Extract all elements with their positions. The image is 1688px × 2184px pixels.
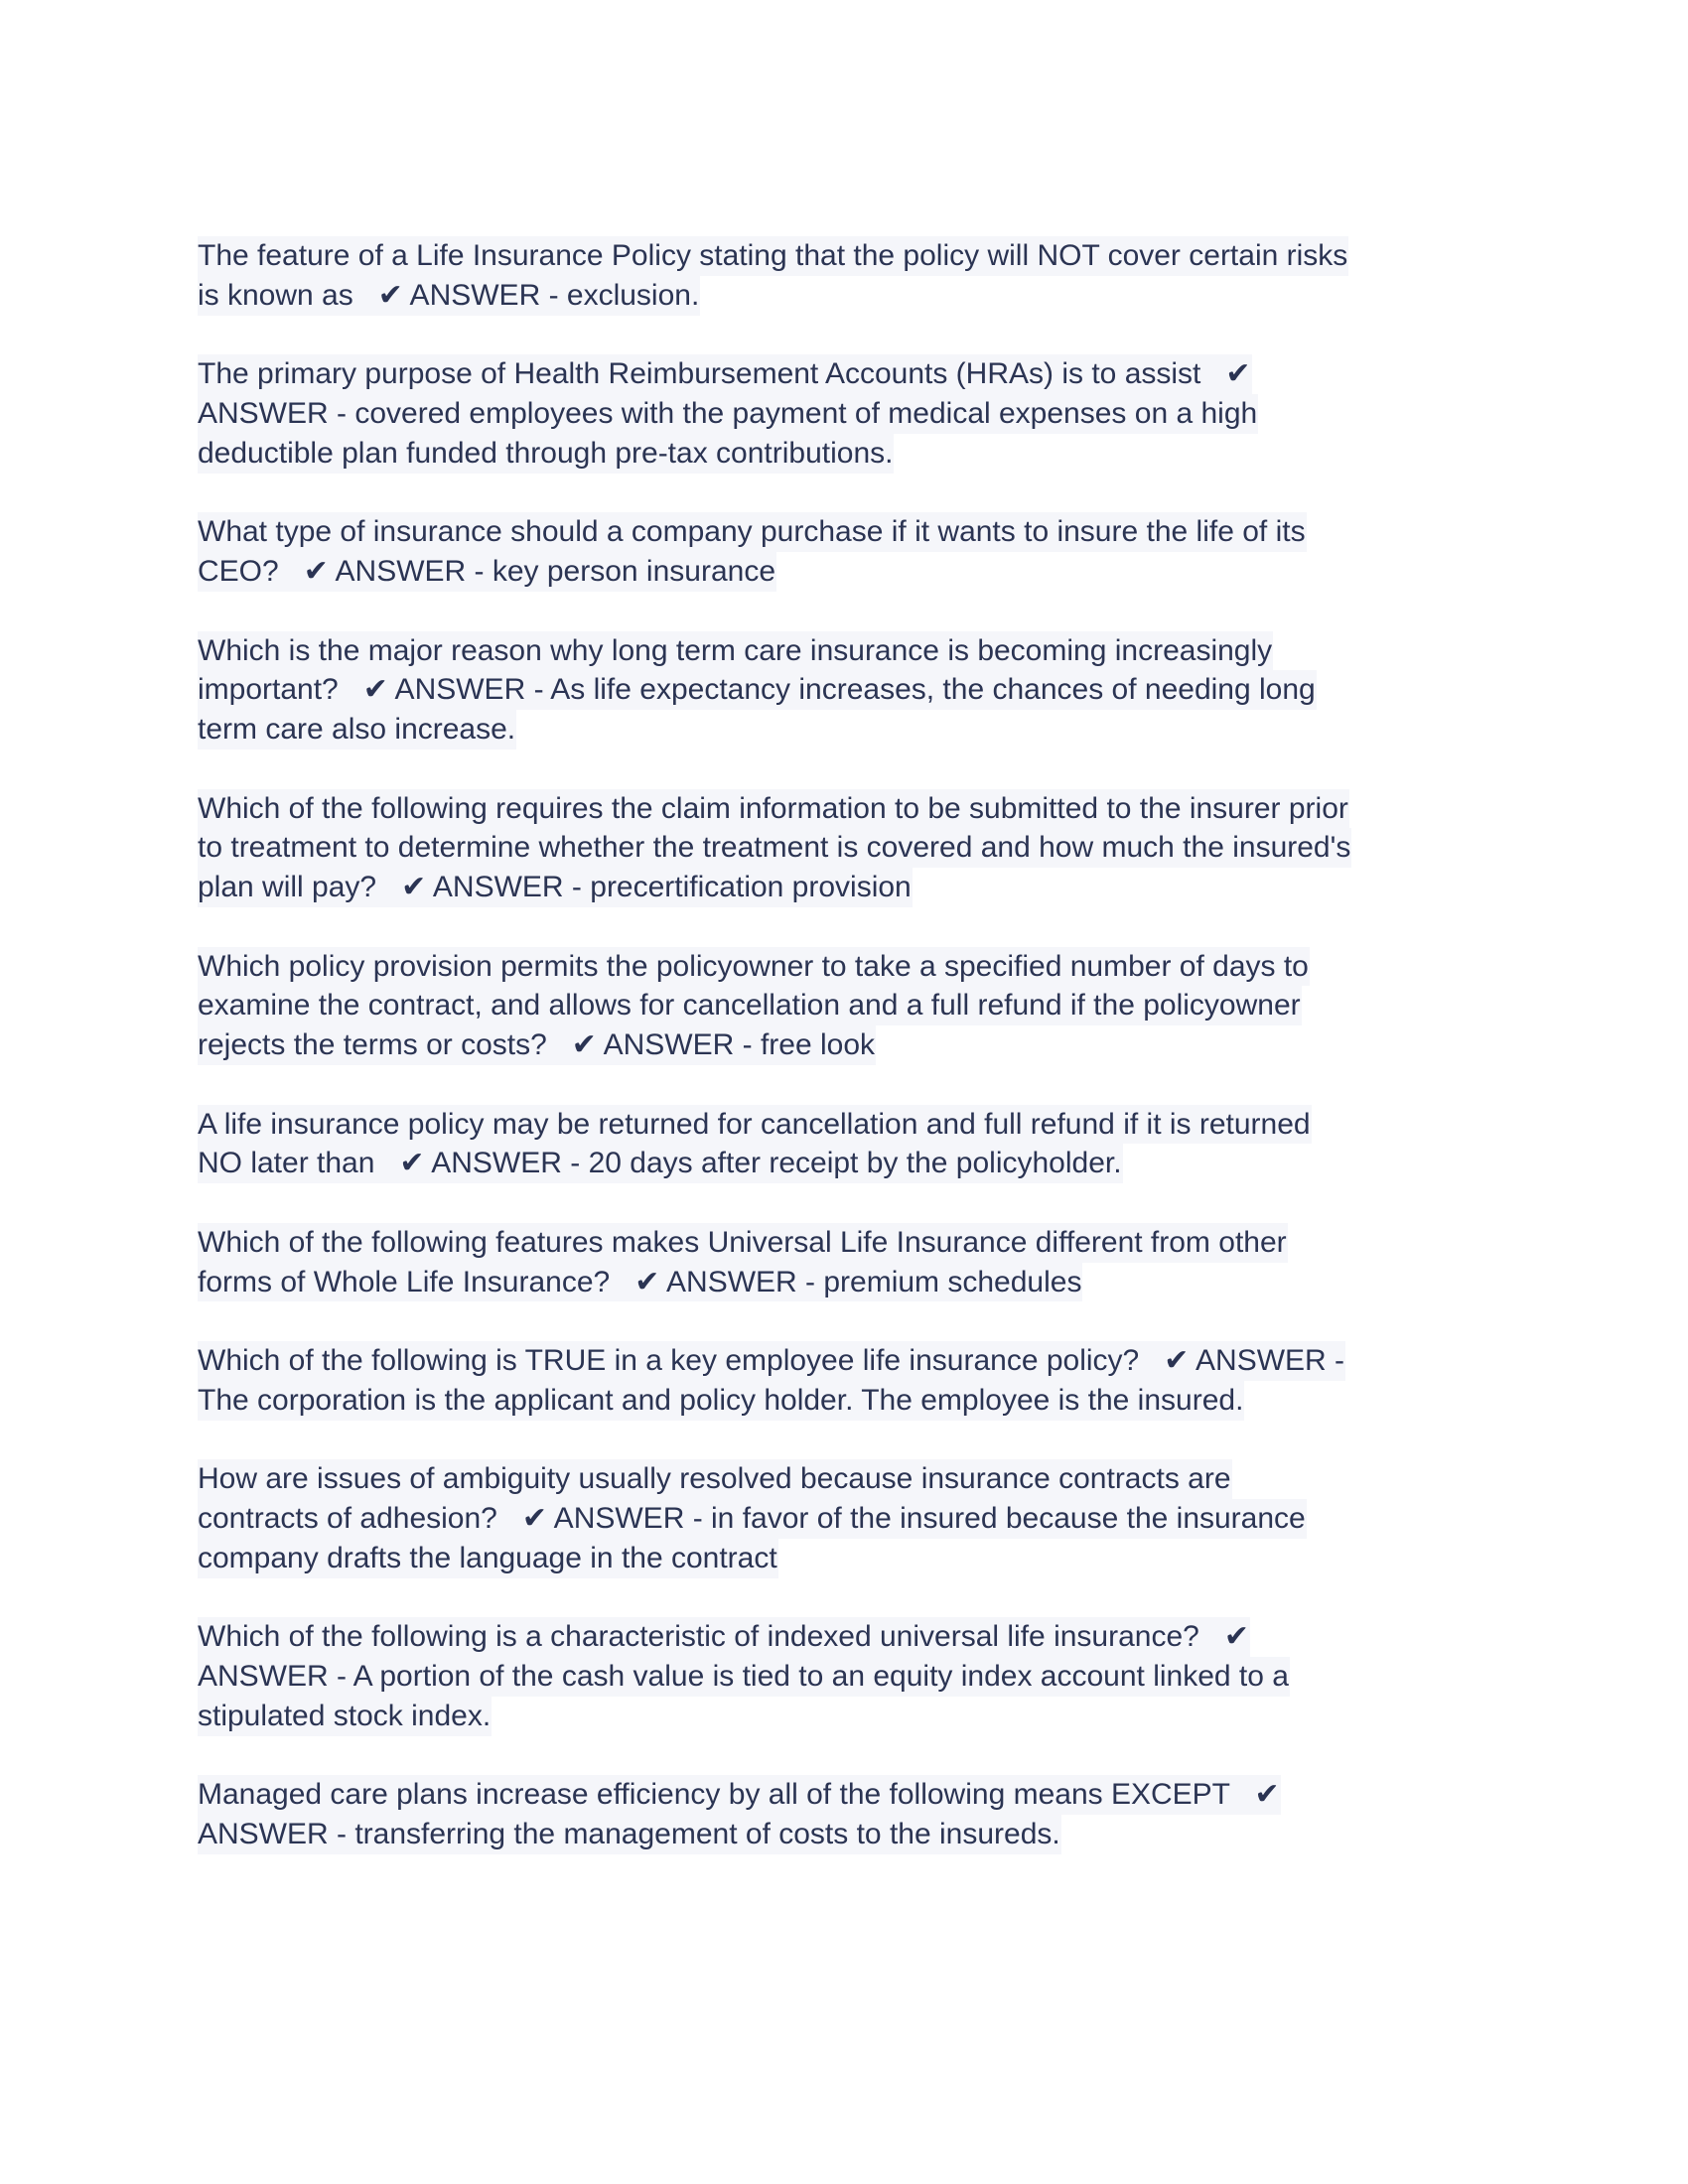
qa-line [198,1775,1498,1815]
qa-item [198,1105,1498,1184]
qa-line [198,394,1498,434]
qa-line [198,828,1498,868]
qa-item [198,1341,1498,1421]
qa-line [198,276,1498,316]
qa-line-text: contracts of adhesion? ✔ ANSWER - in favor of the insured because the insurance [198,1499,1307,1539]
qa-line-text: What type of insurance should a company purchase if it wants to insure the life of its [198,512,1307,552]
qa-line-text: rejects the terms or costs? ✔ ANSWER - free look [198,1025,876,1065]
qa-line [198,1144,1498,1183]
qa-line-text: stipulated stock index. [198,1697,492,1736]
qa-item [198,631,1498,750]
qa-line [198,236,1498,276]
qa-item [198,947,1498,1065]
qa-line-text: The corporation is the applicant and policy holder. The employee is the insured. [198,1381,1244,1421]
qa-line-text: forms of Whole Life Insurance? ✔ ANSWER - premium schedules [198,1263,1082,1302]
qa-item [198,789,1498,907]
qa-line-text: CEO? ✔ ANSWER - key person insurance [198,552,776,592]
qa-line [198,1499,1498,1539]
qa-line [198,1697,1498,1736]
qa-line-text: plan will pay? ✔ ANSWER - precertification provision [198,868,913,907]
qa-line-text: to treatment to determine whether the treatment is covered and how much the insured's [198,828,1351,868]
qa-line-text: deductible plan funded through pre-tax contributions. [198,434,894,474]
qa-line-text: is known as ✔ ANSWER - exclusion. [198,276,700,316]
qa-line-text: term care also increase. [198,710,516,750]
qa-line [198,670,1498,710]
qa-line-text: Which of the following is TRUE in a key employee life insurance policy? ✔ ANSWER - [198,1341,1345,1381]
qa-line [198,1025,1498,1065]
qa-line-text: Which policy provision permits the policyowner to take a specified number of days to [198,947,1310,987]
qa-line-text: ANSWER - covered employees with the payment of medical expenses on a high [198,394,1258,434]
qa-line [198,1341,1498,1381]
qa-line-text: Which is the major reason why long term care insurance is becoming increasingly [198,631,1273,671]
qa-line-text: A life insurance policy may be returned for cancellation and full refund if it is returned [198,1105,1312,1145]
qa-line [198,1617,1498,1657]
qa-line [198,512,1498,552]
qa-line-text: The feature of a Life Insurance Policy stating that the policy will NOT cover certain risks [198,236,1348,276]
qa-line-text: Which of the following is a characteristic of indexed universal life insurance? ✔ [198,1617,1250,1657]
qa-item [198,1223,1498,1302]
qa-item [198,1459,1498,1577]
qa-line-text: Which of the following requires the claim information to be submitted to the insurer prior [198,789,1349,829]
qa-line [198,1815,1498,1854]
qa-line [198,868,1498,907]
qa-line-text: The primary purpose of Health Reimbursement Accounts (HRAs) is to assist ✔ [198,354,1252,394]
qa-line-text: NO later than ✔ ANSWER - 20 days after receipt by the policyholder. [198,1144,1123,1183]
qa-line [198,986,1498,1025]
qa-item [198,236,1498,316]
qa-line-text: Managed care plans increase efficiency by all of the following means EXCEPT ✔ [198,1775,1281,1815]
qa-line [198,1381,1498,1421]
qa-line [198,631,1498,671]
qa-line-text: How are issues of ambiguity usually resolved because insurance contracts are [198,1459,1232,1499]
qa-line [198,1105,1498,1145]
document-page [198,236,1498,1894]
qa-line-text: ANSWER - transferring the management of costs to the insureds. [198,1815,1061,1854]
qa-line [198,947,1498,987]
qa-line [198,1539,1498,1578]
qa-line [198,1263,1498,1302]
qa-item [198,1775,1498,1854]
qa-line [198,354,1498,394]
qa-line [198,552,1498,592]
qa-line [198,789,1498,829]
qa-item [198,1617,1498,1735]
qa-item [198,512,1498,592]
qa-line [198,1657,1498,1697]
qa-line [198,710,1498,750]
qa-line-text: important? ✔ ANSWER - As life expectancy increases, the chances of needing long [198,670,1317,710]
qa-line-text: Which of the following features makes Universal Life Insurance different from other [198,1223,1288,1263]
qa-item [198,354,1498,473]
qa-line-text: examine the contract, and allows for cancellation and a full refund if the policyowner [198,986,1302,1025]
qa-line [198,1459,1498,1499]
qa-line [198,434,1498,474]
qa-line-text: ANSWER - A portion of the cash value is tied to an equity index account linked to a [198,1657,1290,1697]
qa-line-text: company drafts the language in the contract [198,1539,778,1578]
qa-line [198,1223,1498,1263]
